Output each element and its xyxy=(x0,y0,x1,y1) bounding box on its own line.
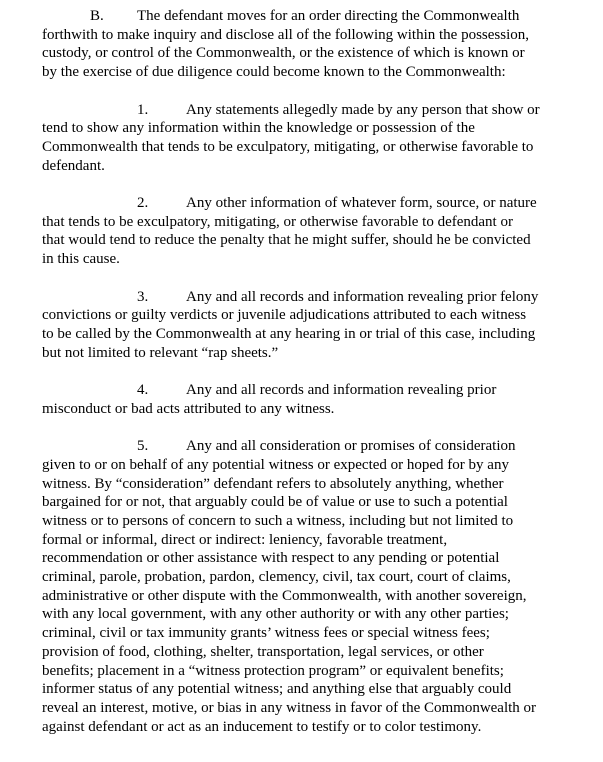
paragraph-marker: 4. xyxy=(137,382,149,398)
section-b-paragraph xyxy=(42,7,582,82)
disclosure-item xyxy=(42,437,582,736)
text-line: bargained for or not, that arguably could be of value or use to such a potential xyxy=(42,494,508,511)
text-line: administrative or other dispute with the Commonwealth, with another sovereign, xyxy=(42,587,527,604)
disclosure-item xyxy=(42,381,582,418)
text-line: forthwith to make inquiry and disclose all of the following within the possession, xyxy=(42,26,530,43)
text-line: but not limited to relevant “rap sheets.” xyxy=(42,344,279,361)
text-line: informer status of any potential witness; and anything else that arguably could xyxy=(42,681,512,698)
text-line: in this cause. xyxy=(42,251,120,268)
paragraph-text: Any statements allegedly made by any person that show or xyxy=(186,101,540,118)
text-line: formal or informal, direct or indirect: leniency, favorable treatment, xyxy=(42,531,448,548)
paragraph-text: Any and all records and information revealing prior felony xyxy=(186,288,539,305)
disclosure-item xyxy=(42,194,582,269)
text-line: that tends to be exculpatory, mitigating, or otherwise favorable to defendant or xyxy=(42,213,513,230)
text-line: Commonwealth that tends to be exculpatory, mitigating, or otherwise favorable to xyxy=(42,138,534,155)
paragraph-marker: 5. xyxy=(137,438,149,455)
text-line: to be called by the Commonwealth at any hearing in or trial of this case, including xyxy=(42,325,536,342)
paragraph-marker: 2. xyxy=(137,195,149,211)
paragraph-marker: 1. xyxy=(137,101,149,118)
text-line: against defendant or act as an inducement to testify or to color testimony. xyxy=(42,718,482,735)
text-line xyxy=(42,101,582,120)
text-line xyxy=(42,194,582,213)
document-page xyxy=(42,7,582,755)
text-line: benefits; placement in a “witness protection program” or equivalent benefits; xyxy=(42,662,504,679)
paragraph-text: The defendant moves for an order directing the Commonwealth xyxy=(137,8,520,24)
text-line: criminal, parole, probation, pardon, clemency, civil, tax court, court of claims, xyxy=(42,569,511,586)
text-line xyxy=(42,288,582,307)
text-line xyxy=(42,437,582,456)
text-line: custody, or control of the Commonwealth, or the existence of which is known or xyxy=(42,45,525,62)
text-line: by the exercise of due diligence could become known to the Commonwealth: xyxy=(42,64,506,81)
paragraph-text: Any and all consideration or promises of consideration xyxy=(186,438,516,455)
disclosure-item-list xyxy=(42,101,582,737)
text-line: with any local government, with any other authority or with any other parties; xyxy=(42,606,509,623)
text-line xyxy=(42,381,582,400)
disclosure-item xyxy=(42,101,582,176)
paragraph-text: Any and all records and information revealing prior xyxy=(186,382,497,398)
text-line: criminal, civil or tax immunity grants’ witness fees or special witness fees; xyxy=(42,625,490,642)
paragraph-marker: B. xyxy=(90,8,104,24)
paragraph-text: Any other information of whatever form, source, or nature xyxy=(186,195,537,211)
text-line: tend to show any information within the knowledge or possession of the xyxy=(42,120,475,137)
disclosure-item xyxy=(42,288,582,363)
text-line: given to or on behalf of any potential witness or expected or hoped for by any xyxy=(42,456,509,473)
text-line: recommendation or other assistance with respect to any pending or potential xyxy=(42,550,500,567)
text-line: witness. By “consideration” defendant refers to absolutely anything, whether xyxy=(42,475,504,492)
paragraph-marker: 3. xyxy=(137,288,149,305)
text-line: convictions or guilty verdicts or juvenile adjudications attributed to each witness xyxy=(42,307,527,324)
text-line xyxy=(42,7,582,26)
text-line: misconduct or bad acts attributed to any witness. xyxy=(42,400,335,417)
text-line: reveal an interest, motive, or bias in any witness in favor of the Commonwealth or xyxy=(42,699,537,716)
text-line: defendant. xyxy=(42,157,105,174)
text-line: that would tend to reduce the penalty that he might suffer, should he be convicted xyxy=(42,232,531,249)
text-line: provision of food, clothing, shelter, transportation, legal services, or other xyxy=(42,643,484,660)
text-line: witness or to persons of concern to such a witness, including but not limited to xyxy=(42,512,514,529)
